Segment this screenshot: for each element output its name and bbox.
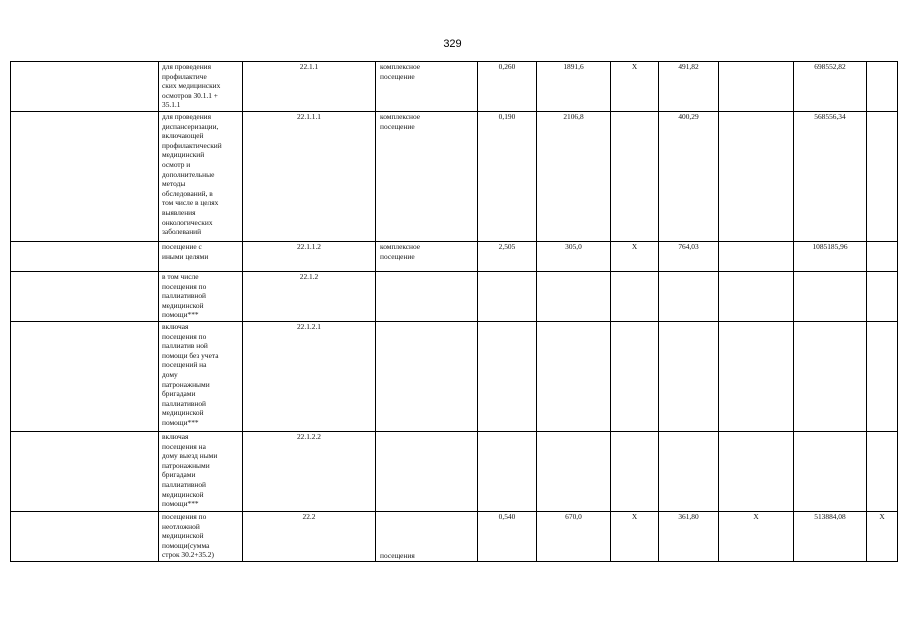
row-name: посещение с иными целями <box>162 242 209 261</box>
row-name: в том числе посещения по паллиативной медицинской помощи*** <box>162 272 207 320</box>
cell-blank <box>719 272 794 322</box>
row-name-cell <box>159 62 243 112</box>
row-name: для проведения профилактиче ских медицинских осмотров 30.1.1 + 35.1.1 <box>162 62 221 110</box>
row-code: 22.1.2.2 <box>243 432 376 512</box>
row-code: 22.1.2.1 <box>243 322 376 432</box>
cell-x <box>611 432 659 512</box>
unit-label: комплексное посещение <box>380 242 421 261</box>
cell-cost: 670,0 <box>537 512 611 562</box>
cell-standard: 0,260 <box>478 62 537 112</box>
empty-cell <box>11 112 159 242</box>
cell-blank <box>719 322 794 432</box>
cell-end <box>867 242 898 272</box>
cell-total: 1085185,96 <box>794 242 867 272</box>
unit-cell <box>376 242 478 272</box>
cell-cost <box>537 322 611 432</box>
row-code: 22.1.2 <box>243 272 376 322</box>
empty-cell <box>11 272 159 322</box>
row-name: включая посещения на дому выезд ными патронажными бригадами паллиативной медицинской помощи*** <box>162 432 218 509</box>
cell-per-capita: 361,80 <box>659 512 719 562</box>
cell-end <box>867 272 898 322</box>
cell-end <box>867 322 898 432</box>
unit-label: посещения <box>380 551 415 561</box>
table-row <box>11 112 898 242</box>
cell-per-capita <box>659 322 719 432</box>
cell-x: X <box>611 512 659 562</box>
cell-per-capita <box>659 432 719 512</box>
cell-per-capita: 491,82 <box>659 62 719 112</box>
row-name-cell <box>159 272 243 322</box>
empty-cell <box>11 62 159 112</box>
table-row <box>11 432 898 512</box>
row-name-cell <box>159 242 243 272</box>
cell-total <box>794 272 867 322</box>
empty-cell <box>11 242 159 272</box>
cell-blank <box>719 432 794 512</box>
row-code: 22.1.1 <box>243 62 376 112</box>
cell-x <box>611 272 659 322</box>
row-code: 22.1.1.1 <box>243 112 376 242</box>
cell-standard <box>478 322 537 432</box>
cell-x: X <box>611 242 659 272</box>
empty-cell <box>11 512 159 562</box>
cell-x: X <box>611 62 659 112</box>
cell-standard <box>478 272 537 322</box>
cell-blank <box>719 62 794 112</box>
cell-cost <box>537 272 611 322</box>
cell-standard: 0,190 <box>478 112 537 242</box>
unit-cell <box>376 112 478 242</box>
cell-per-capita: 764,03 <box>659 242 719 272</box>
cell-end <box>867 432 898 512</box>
cell-total <box>794 322 867 432</box>
empty-cell <box>11 322 159 432</box>
cell-cost: 1891,6 <box>537 62 611 112</box>
row-name-cell <box>159 322 243 432</box>
cell-total: 698552,82 <box>794 62 867 112</box>
cell-standard: 0,540 <box>478 512 537 562</box>
unit-cell <box>376 432 478 512</box>
row-name: посещения по неотложной медицинской помощи(сумма строк 30.2+35.2) <box>162 512 214 560</box>
cell-end <box>867 112 898 242</box>
row-name-cell <box>159 432 243 512</box>
row-name: для проведения диспансеризации, включающей профилактический медицинский осмотр и дополнительные методы обследований, в том числе в целях выявления онкологических заболеваний <box>162 112 222 237</box>
unit-cell <box>376 272 478 322</box>
cell-standard <box>478 432 537 512</box>
table-row <box>11 242 898 272</box>
cell-per-capita: 400,29 <box>659 112 719 242</box>
cell-cost: 2106,8 <box>537 112 611 242</box>
cell-blank <box>719 242 794 272</box>
unit-cell <box>376 322 478 432</box>
cell-end: X <box>867 512 898 562</box>
cell-blank <box>719 112 794 242</box>
table-row <box>11 512 898 562</box>
unit-label: комплексное посещение <box>380 62 421 81</box>
row-name-cell <box>159 112 243 242</box>
row-name-cell <box>159 512 243 562</box>
unit-label: комплексное посещение <box>380 112 421 131</box>
cell-per-capita <box>659 272 719 322</box>
cell-total: 513884,08 <box>794 512 867 562</box>
cell-blank: X <box>719 512 794 562</box>
row-name: включая посещения по паллиатив ной помощи без учета посещений на дому патронажными бригадами паллиативной медицинской помощи*** <box>162 322 219 427</box>
table-row <box>11 272 898 322</box>
cell-x <box>611 322 659 432</box>
table-row <box>11 62 898 112</box>
cell-total <box>794 432 867 512</box>
unit-cell <box>376 62 478 112</box>
tariff-table <box>10 61 898 562</box>
cell-end <box>867 62 898 112</box>
row-code: 22.2 <box>243 512 376 562</box>
cell-total: 568556,34 <box>794 112 867 242</box>
page-number: 329 <box>443 38 462 50</box>
table-row <box>11 322 898 432</box>
cell-cost <box>537 432 611 512</box>
cell-cost: 305,0 <box>537 242 611 272</box>
empty-cell <box>11 432 159 512</box>
unit-cell <box>376 512 478 562</box>
cell-standard: 2,505 <box>478 242 537 272</box>
cell-x <box>611 112 659 242</box>
row-code: 22.1.1.2 <box>243 242 376 272</box>
